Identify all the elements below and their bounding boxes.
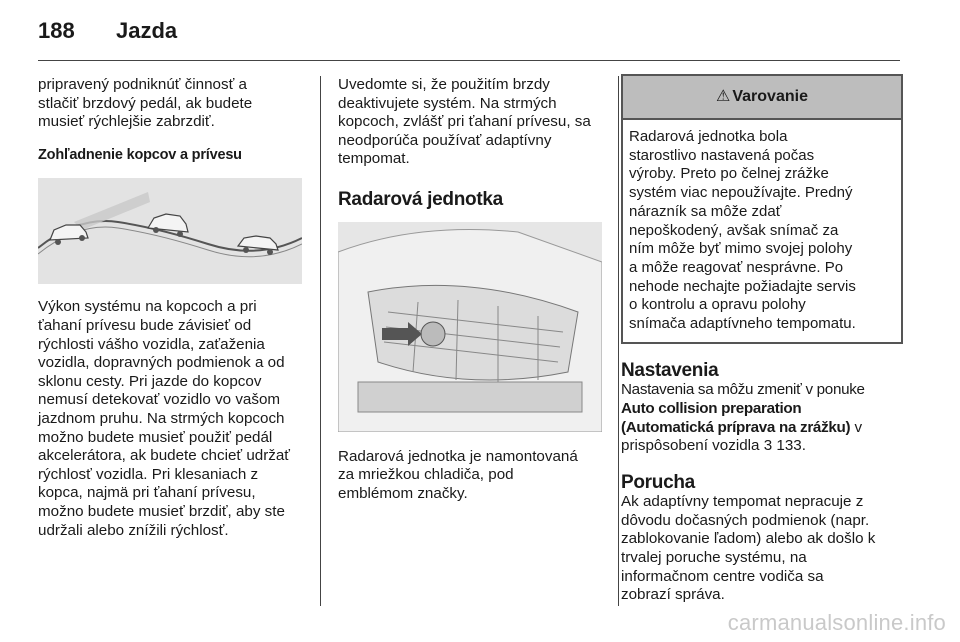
column-divider-2 [618,76,619,606]
brake-note-paragraph: Uvedomte si, že použitím brzdy deaktivujete systém. Na strmých kopcoch, zvlášť pri ťahaní prívesu, sa neodporúča používať adaptívny tempomat. [338,76,591,168]
page-reference: 133. [776,437,806,455]
radar-unit-illustration [338,222,602,432]
fault-heading: Porucha [621,471,695,493]
page-number: 188 [38,18,75,43]
fault-text: Ak adaptívny tempomat nepracuje z dôvodu dočasných podmienok (napr. zablokovanie ľadom) alebo ak došlo k trvalej poruche systému, na informačnom centre vodiča sa zobrazí správa. [621,493,876,604]
warning-header [623,76,901,120]
settings-menu-item-en: Auto collision preparation [621,399,802,417]
settings-menu-item-sk: (Automatická príprava na zrážku) [621,418,851,436]
intro-paragraph: pripravený podniknúť činnosť a stlačiť brzdový pedál, ak budete musieť rýchlejšie zabrzdiť. [38,76,253,131]
settings-connector: v [850,418,863,436]
column-2 [338,76,606,503]
header-divider [38,60,900,61]
page-title: Jazda [116,18,178,43]
page-reference-icon: 3 [763,437,773,455]
column-3 [621,76,903,605]
radar-unit-heading: Radarová jednotka [338,188,503,210]
page-header [38,14,918,54]
radar-caption: Radarová jednotka je namontovaná za mriežkou chladiča, pod emblémom značky. [338,447,578,502]
column-divider-1 [320,76,321,606]
settings-heading: Nastavenia [621,359,719,381]
warning-text: Radarová jednotka bola starostlivo nastavená počas výroby. Preto po čelnej zrážke systém viac nepoužívajte. Predný nárazník sa môže zdať nepoškodený, avšak snímač za ním môže byť mimo svojej polohy a môže reagovať nesprávne. Po nehode nechajte požiadajte servis o kontrolu a opravu polohy snímača adaptívneho tempomatu. [629,128,856,333]
settings-personalisation-text: prispôsobení vozidla [621,437,760,455]
hills-trailer-body: Výkon systému na kopcoch a pri ťahaní prívesu bude závisieť od rýchlosti vášho vozidla, zaťaženia vozidla, dopravných podmienok a od sklonu cesty. Pri jazde do kopcov nemusí detekovať vozidlo vo vašom jazdnom pruhu. Na strmých kopcoch možno budete musieť použiť pedál akcelerátora, ak budete chcieť udržať rýchlosť vozidla. Pri klesaniach z kopca, najmä pri ťahaní prívesu, možno budete musieť brzdiť, aby ste udržali alebo znížili rýchlosť. [38,298,291,539]
hills-illustration [38,178,302,284]
warning-title: Varovanie [732,87,808,105]
settings-line: Nastavenia sa môžu zmeniť v ponuke [621,381,865,399]
warning-box [621,74,903,344]
warning-triangle-icon: ⚠ [716,87,731,105]
hills-trailer-subheading: Zohľadnenie kopcov a prívesu [38,146,242,163]
column-1 [38,76,306,540]
watermark: carmanualsonline.info [727,610,946,635]
